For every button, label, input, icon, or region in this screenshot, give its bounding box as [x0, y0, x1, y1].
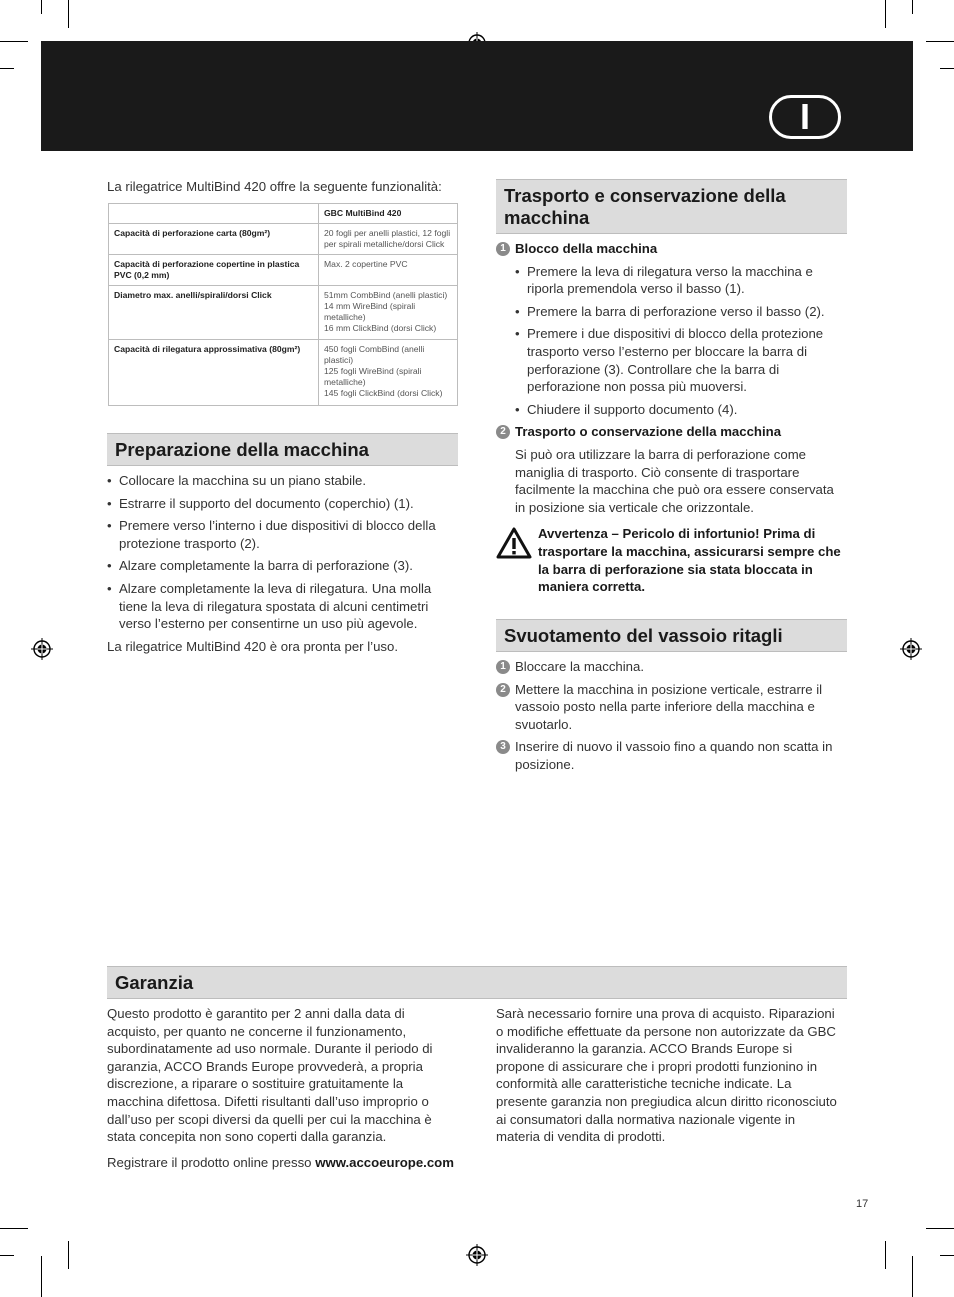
- list-item: [496, 681, 836, 734]
- list-item: • Premere verso l’interno i due dispositivi di blocco della protezione trasporto (2).: [107, 517, 459, 552]
- step-text: Mettere la macchina in posizione verticale, estrarre il vassoio posto nella parte inferiore della macchina e svuotarlo.: [515, 681, 823, 732]
- table-cell-value: 51mm CombBind (anelli plastici) 14 mm WireBind (spirali metalliche) 16 mm ClickBind (dorsi Click): [319, 286, 458, 340]
- table-row: [109, 340, 458, 406]
- crop-mark: [926, 41, 954, 42]
- crop-mark: [0, 1255, 14, 1256]
- preparazione-list: [107, 472, 459, 633]
- step-heading: [496, 423, 844, 441]
- registration-mark-icon: [900, 638, 922, 660]
- crop-mark: [41, 1256, 42, 1297]
- step-text: Inserire di nuovo il vassoio fino a quando non scatta in posizione.: [515, 739, 833, 772]
- list-item: • Premere la leva di rilegatura verso la macchina e riporla premendola verso il basso (1).: [515, 263, 844, 298]
- preparazione-closing: La rilegatrice MultiBind 420 è ora pronta per l’uso.: [107, 638, 399, 654]
- list-item: • Premere i due dispositivi di blocco della protezione trasporto verso l’esterno per bloccare la barra di perforazione (3). Controllare che la barra di perforazione non possa più muoversi.: [515, 325, 844, 395]
- trasporto-step1-list: [515, 263, 844, 419]
- crop-mark: [68, 0, 69, 28]
- section-title: Trasporto e conservazione della macchina: [504, 185, 786, 228]
- step-number-icon: 2: [496, 425, 510, 439]
- table-cell-label: Capacità di perforazione copertine in plastica PVC (0,2 mm): [109, 255, 319, 286]
- table-row: [109, 255, 458, 286]
- register-text: Registrare il prodotto online presso: [107, 1154, 316, 1170]
- garanzia-col2: Sarà necessario fornire una prova di acquisto. Riparazioni o modifiche effettuate da persone non autorizzate da GBC invalideranno la garanzia. ACCO Brands Europe si propone di assicurare che i propri prodotti funzionino in conformità alle caratteristiche tecniche indicate. La presente garanzia non pregiudica alcun diritto riconosciuto ai consumatori dalla normativa nazionale vigente in materia di vendita di prodotti.: [496, 1006, 837, 1145]
- warning-text: Avvertenza – Pericolo di infortunio! Prima di trasportare la macchina, assicurarsi sempre che la barra di perforazione sia stata bloccata in maniera corretta.: [538, 526, 841, 595]
- crop-mark: [940, 68, 954, 69]
- list-item: • Collocare la macchina su un piano stabile.: [107, 472, 459, 490]
- crop-mark: [885, 1241, 886, 1269]
- table-cell-label: Capacità di rilegatura approssimativa (80gm²): [109, 340, 319, 406]
- table-cell-value: 20 fogli per anelli plastici, 12 fogli per spirali metalliche/dorsi Click: [319, 224, 458, 255]
- table-header-empty: [109, 204, 319, 224]
- crop-mark: [0, 41, 28, 42]
- garanzia-col1: [107, 1005, 457, 1171]
- crop-mark: [0, 1228, 28, 1229]
- section-trasporto-header: [496, 179, 847, 234]
- step-number-icon: 1: [496, 242, 510, 256]
- table-row: [109, 224, 458, 255]
- section-garanzia-header: [107, 966, 847, 999]
- table-row: [109, 286, 458, 340]
- registration-mark-icon: [31, 638, 53, 660]
- section-svuotamento-header: [496, 619, 847, 652]
- registration-mark-icon: [466, 1244, 488, 1266]
- table-cell-label: Diametro max. anelli/spirali/dorsi Click: [109, 286, 319, 340]
- register-line: [107, 1154, 457, 1172]
- table-cell-value: Max. 2 copertine PVC: [319, 255, 458, 286]
- warning-triangle-icon: [496, 527, 532, 559]
- section-preparazione-header: [107, 433, 458, 466]
- step-heading: [496, 240, 844, 258]
- page-number: 17: [856, 1198, 869, 1210]
- section-title: Garanzia: [115, 972, 194, 993]
- list-item: • Alzare completamente la barra di perforazione (3).: [107, 557, 459, 575]
- preparazione-body: [107, 472, 459, 655]
- table-cell-value: 450 fogli CombBind (anelli plastici) 125 fogli WireBind (spirali metalliche) 145 fogli ClickBind (dorsi Click): [319, 340, 458, 406]
- step-text: Bloccare la macchina.: [515, 659, 645, 674]
- section-title: Svuotamento del vassoio ritagli: [504, 625, 783, 646]
- table-header-model: GBC MultiBind 420: [319, 204, 458, 224]
- crop-mark: [68, 1241, 69, 1269]
- intro-text: La rilegatrice MultiBind 420 offre la seguente funzionalità:: [107, 179, 442, 194]
- list-item: • Alzare completamente la leva di rilegatura. Una molla tiene la leva di rilegatura spostata di alcuni centimetri verso l’esterno per consentirne un uso più agevole.: [107, 580, 459, 633]
- list-item: • Estrarre il supporto del documento (coperchio) (1).: [107, 495, 459, 513]
- spec-table: [108, 203, 458, 406]
- crop-mark: [940, 1255, 954, 1256]
- section-title: Preparazione della macchina: [115, 439, 369, 460]
- step2-text: Si può ora utilizzare la barra di perforazione come maniglia di trasporto. Ciò consente di trasportare facilmente la macchina che può ora essere conservata in posizione sia verticale che orizzontale.: [515, 446, 834, 515]
- table-header-row: [109, 204, 458, 224]
- crop-mark: [912, 0, 913, 14]
- list-item: • Premere la barra di perforazione verso il basso (2).: [515, 303, 844, 321]
- step-number-icon: 3: [496, 740, 510, 754]
- step-title: Trasporto o conservazione della macchina: [515, 424, 782, 440]
- list-item: [496, 738, 836, 773]
- crop-mark: [885, 0, 886, 28]
- crop-mark: [926, 1228, 954, 1229]
- step-title: Blocco della macchina: [515, 241, 658, 256]
- list-item: • Chiudere il supporto documento (4).: [515, 401, 844, 419]
- list-item: [496, 658, 836, 676]
- table-cell-label: Capacità di perforazione carta (80gm²): [109, 224, 319, 255]
- language-badge: I: [769, 95, 841, 139]
- step-number-icon: 2: [496, 683, 510, 697]
- warning-block: [496, 525, 844, 595]
- crop-mark: [0, 68, 14, 69]
- svuotamento-body: [496, 658, 836, 779]
- crop-mark: [41, 0, 42, 14]
- register-link[interactable]: www.accoeurope.com: [315, 1154, 454, 1170]
- garanzia-text: Questo prodotto è garantito per 2 anni dalla data di acquisto, per quanto ne concerne il funzionamento, subordinatamente ad uso normale. Durante il periodo di garanzia, ACCO Brands Europe provvederà, a propria discrezione, a riparare o sostituire gratuitamente la macchina difettosa. Difetti risultanti dall’uso improprio o dall’uso per scopi diversi da quelli per cui la macchina è stata concepita non sono coperti dalla garanzia.: [107, 1006, 433, 1145]
- step-number-icon: 1: [496, 660, 510, 674]
- trasporto-body: [496, 240, 844, 596]
- crop-mark: [912, 1256, 913, 1297]
